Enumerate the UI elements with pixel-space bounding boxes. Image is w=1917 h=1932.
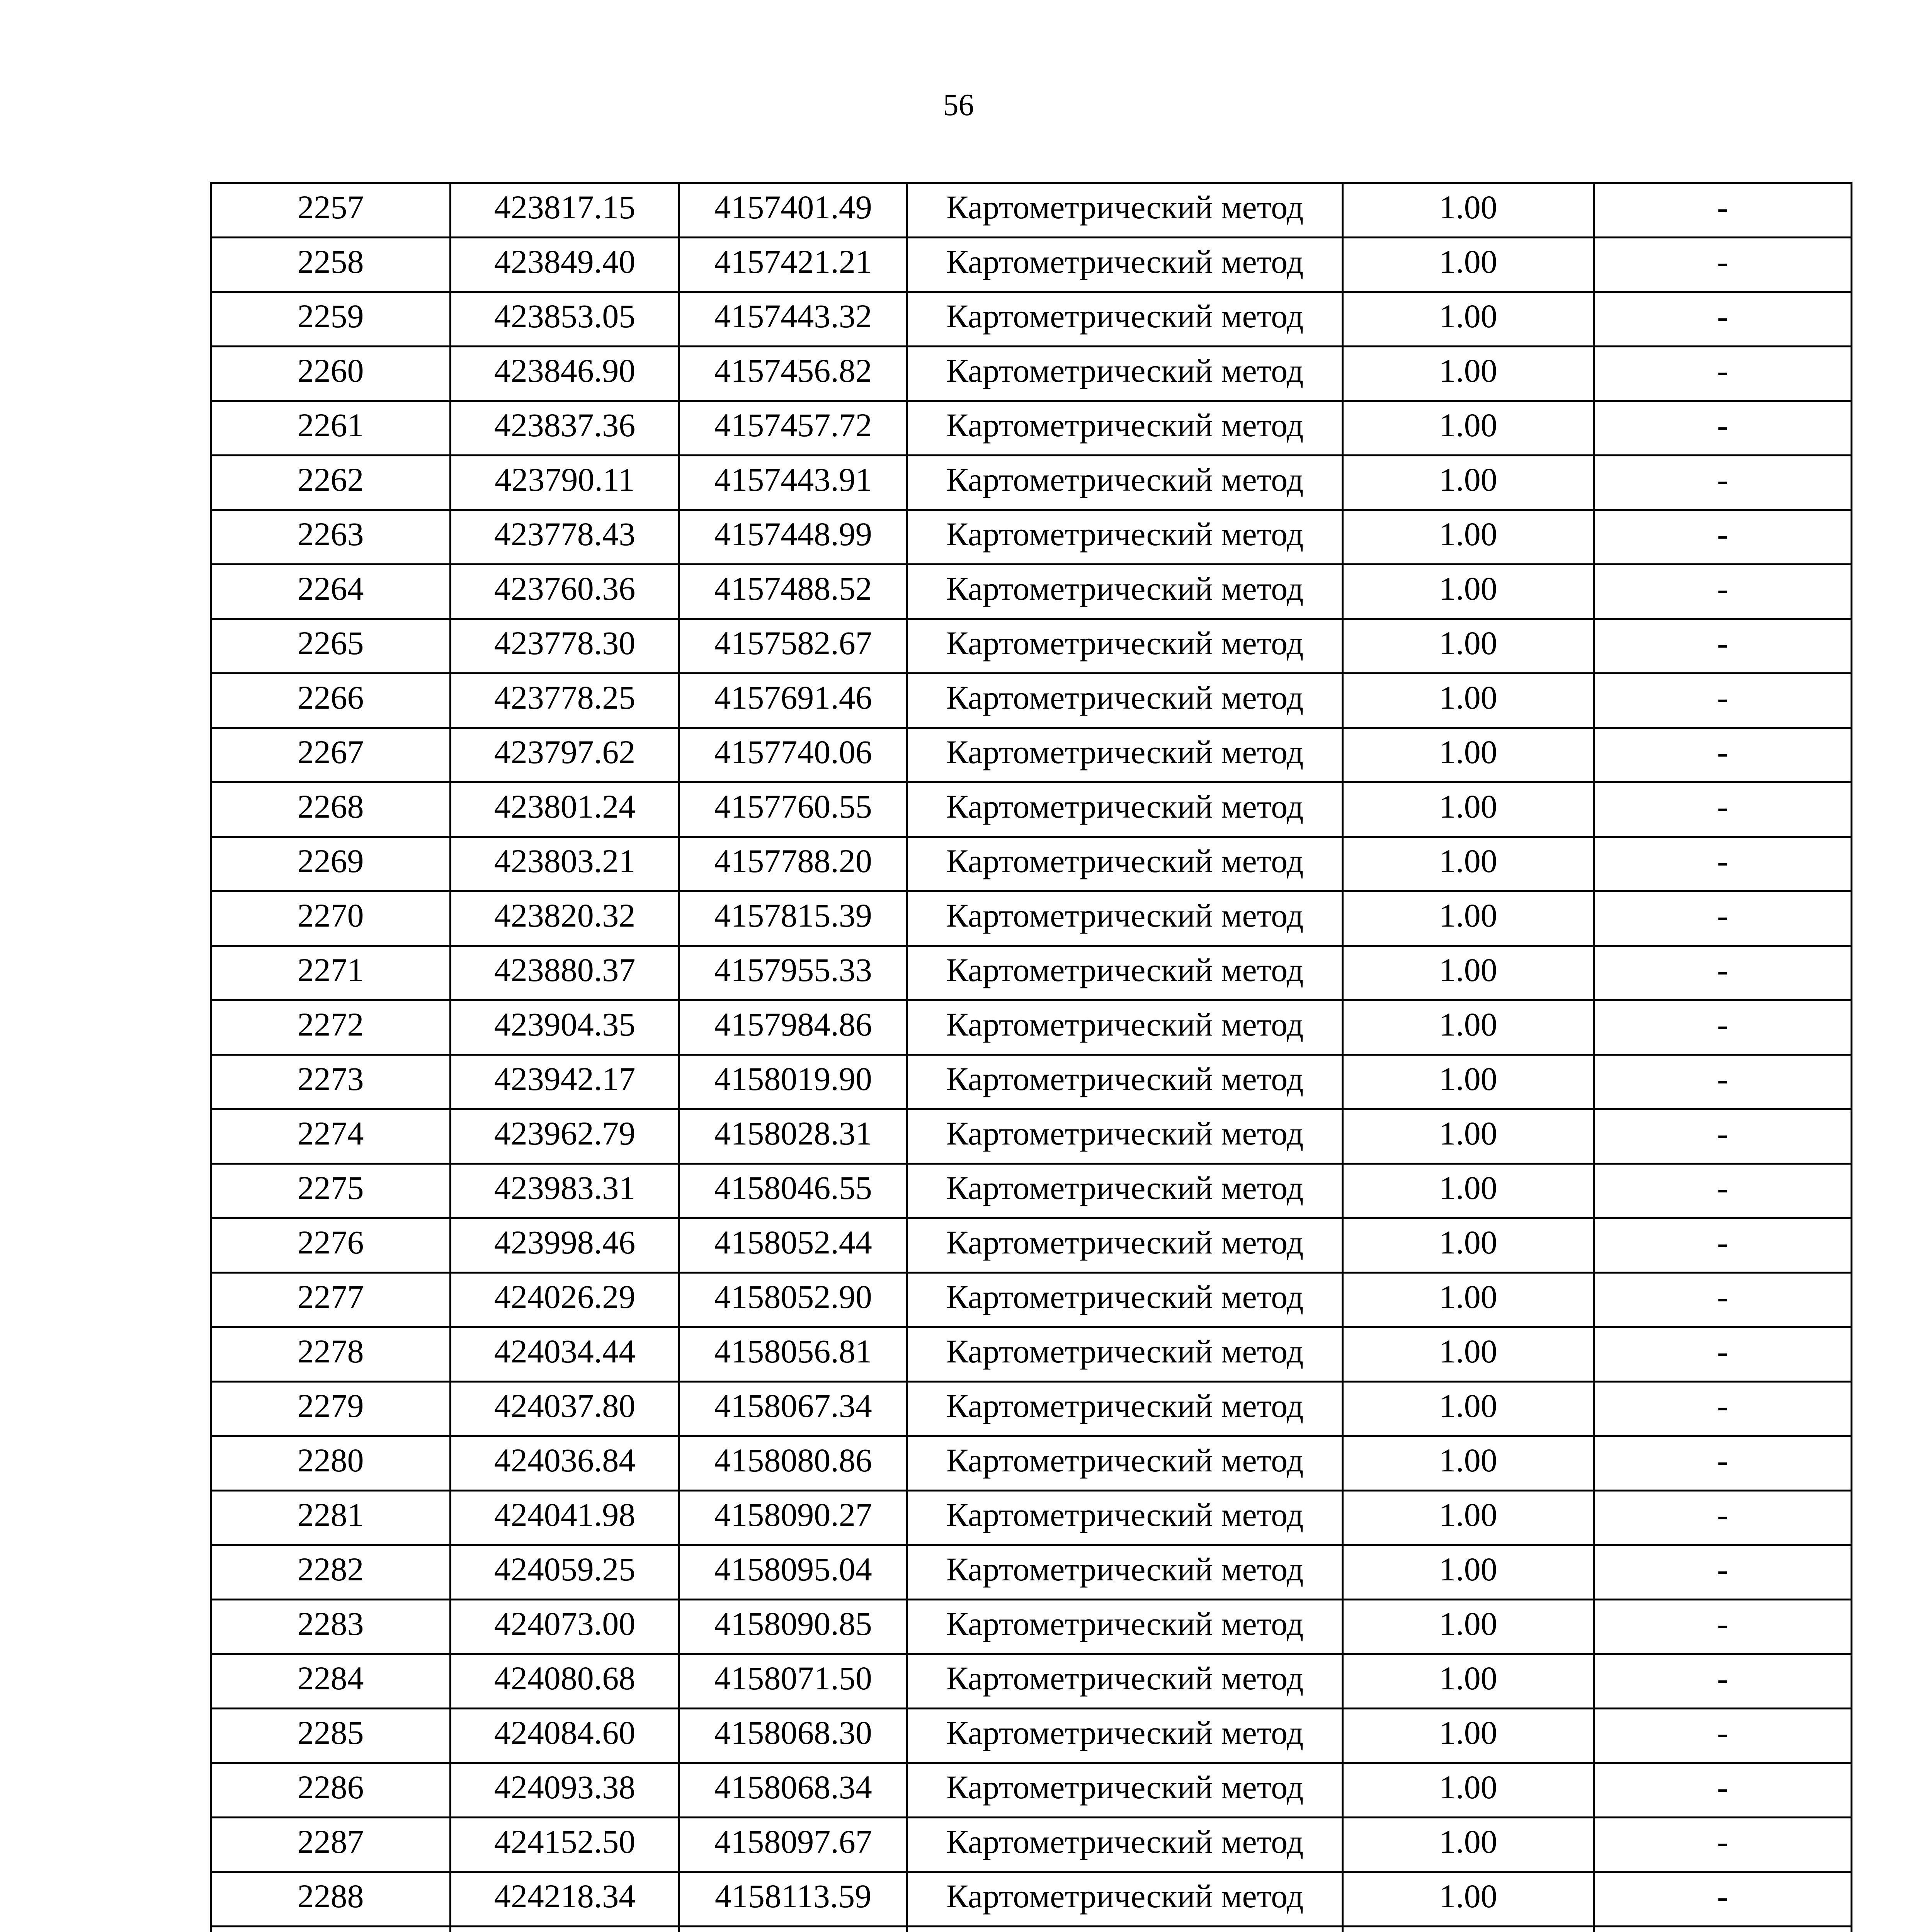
table-row (211, 1382, 1852, 1436)
accuracy-cell: 1.00 (1343, 1000, 1594, 1055)
y-coordinate-cell: 4157456.82 (679, 347, 907, 401)
description-cell: - (1594, 238, 1852, 292)
method-cell: Картометрический метод (907, 1164, 1343, 1218)
point-number-cell: 2286 (211, 1763, 451, 1818)
accuracy-cell: 1.00 (1343, 1600, 1594, 1654)
y-coordinate-cell: 4158067.34 (679, 1382, 907, 1436)
x-coordinate-cell: 424026.29 (451, 1273, 679, 1327)
description-cell: - (1594, 619, 1852, 673)
x-coordinate-cell: 424034.44 (451, 1327, 679, 1382)
method-cell: Картометрический метод (907, 347, 1343, 401)
table-row (211, 1327, 1852, 1382)
method-cell: Картометрический метод (907, 292, 1343, 347)
method-cell: Картометрический метод (907, 1872, 1343, 1927)
coordinates-table (210, 182, 1852, 1932)
table-row (211, 456, 1852, 510)
description-cell: - (1594, 1709, 1852, 1763)
description-cell: - (1594, 946, 1852, 1000)
point-number-cell: 2268 (211, 782, 451, 837)
method-cell: Картометрический метод (907, 1545, 1343, 1600)
page-number: 56 (943, 88, 974, 122)
accuracy-cell: 1.00 (1343, 1709, 1594, 1763)
y-coordinate-cell: 4158068.30 (679, 1709, 907, 1763)
accuracy-cell: 1.00 (1343, 1055, 1594, 1109)
x-coordinate-cell: 424093.38 (451, 1763, 679, 1818)
accuracy-cell: 1.00 (1343, 456, 1594, 510)
accuracy-cell: 1.00 (1343, 1763, 1594, 1818)
y-coordinate-cell: 4157421.21 (679, 238, 907, 292)
table-row (211, 1109, 1852, 1164)
accuracy-cell: 1.00 (1343, 782, 1594, 837)
x-coordinate-cell: 423817.15 (451, 183, 679, 238)
x-coordinate-cell: 424080.68 (451, 1654, 679, 1709)
point-number-cell: 2276 (211, 1218, 451, 1273)
accuracy-cell: 1.00 (1343, 1872, 1594, 1927)
table-row (211, 1545, 1852, 1600)
description-cell: - (1594, 510, 1852, 565)
accuracy-cell: 1.00 (1343, 565, 1594, 619)
point-number-cell: 2262 (211, 456, 451, 510)
method-cell: Картометрический метод (907, 183, 1343, 238)
table-row (211, 238, 1852, 292)
accuracy-cell: 1.00 (1343, 401, 1594, 456)
method-cell: Картометрический метод (907, 673, 1343, 728)
method-cell: Картометрический метод (907, 782, 1343, 837)
description-cell: - (1594, 183, 1852, 238)
y-coordinate-cell: 4158090.85 (679, 1600, 907, 1654)
x-coordinate-cell: 423998.46 (451, 1218, 679, 1273)
method-cell: Картометрический метод (907, 1654, 1343, 1709)
y-coordinate-cell: 4157582.67 (679, 619, 907, 673)
method-cell: Картометрический метод (907, 1600, 1343, 1654)
point-number-cell: 2263 (211, 510, 451, 565)
description-cell: - (1594, 1491, 1852, 1545)
description-cell: - (1594, 1273, 1852, 1327)
y-coordinate-cell: 4158028.31 (679, 1109, 907, 1164)
method-cell: Картометрический метод (907, 891, 1343, 946)
y-coordinate-cell: 4158056.81 (679, 1327, 907, 1382)
method-cell: Картометрический метод (907, 1709, 1343, 1763)
table-row (211, 510, 1852, 565)
table-row (211, 1164, 1852, 1218)
table-row (211, 946, 1852, 1000)
y-coordinate-cell: 4158097.67 (679, 1818, 907, 1872)
table-row (211, 401, 1852, 456)
method-cell: Картометрический метод (907, 837, 1343, 891)
accuracy-cell: 1.00 (1343, 1109, 1594, 1164)
point-number-cell: 2273 (211, 1055, 451, 1109)
method-cell (907, 1927, 1343, 1932)
point-number-cell: 2283 (211, 1600, 451, 1654)
table-row (211, 292, 1852, 347)
method-cell: Картометрический метод (907, 1382, 1343, 1436)
description-cell: - (1594, 292, 1852, 347)
point-number-cell: 2278 (211, 1327, 451, 1382)
accuracy-cell: 1.00 (1343, 238, 1594, 292)
accuracy-cell: 1.00 (1343, 1654, 1594, 1709)
y-coordinate-cell: 4157691.46 (679, 673, 907, 728)
point-number-cell: 2275 (211, 1164, 451, 1218)
accuracy-cell: 1.00 (1343, 1818, 1594, 1872)
point-number-cell: 2281 (211, 1491, 451, 1545)
table-row (211, 1218, 1852, 1273)
point-number-cell: 2277 (211, 1273, 451, 1327)
y-coordinate-cell: 4157443.32 (679, 292, 907, 347)
y-coordinate-cell: 4158046.55 (679, 1164, 907, 1218)
table-row (211, 1654, 1852, 1709)
y-coordinate-cell: 4157443.91 (679, 456, 907, 510)
x-coordinate-cell: 423942.17 (451, 1055, 679, 1109)
x-coordinate-cell: 423820.32 (451, 891, 679, 946)
method-cell: Картометрический метод (907, 1491, 1343, 1545)
x-coordinate-cell: 423904.35 (451, 1000, 679, 1055)
x-coordinate-cell: 423849.40 (451, 238, 679, 292)
method-cell: Картометрический метод (907, 510, 1343, 565)
table-row (211, 347, 1852, 401)
description-cell (1594, 1927, 1852, 1932)
table-row (211, 1927, 1852, 1932)
method-cell: Картометрический метод (907, 1273, 1343, 1327)
accuracy-cell: 1.00 (1343, 1164, 1594, 1218)
method-cell: Картометрический метод (907, 1818, 1343, 1872)
x-coordinate-cell: 424041.98 (451, 1491, 679, 1545)
point-number-cell: 2269 (211, 837, 451, 891)
point-number-cell: 2259 (211, 292, 451, 347)
point-number-cell: 2279 (211, 1382, 451, 1436)
description-cell: - (1594, 456, 1852, 510)
y-coordinate-cell: 4158113.59 (679, 1872, 907, 1927)
method-cell: Картометрический метод (907, 946, 1343, 1000)
description-cell: - (1594, 1382, 1852, 1436)
point-number-cell: 2257 (211, 183, 451, 238)
x-coordinate-cell: 423778.43 (451, 510, 679, 565)
table-row (211, 1709, 1852, 1763)
method-cell: Картометрический метод (907, 1436, 1343, 1491)
x-coordinate-cell: 423778.30 (451, 619, 679, 673)
x-coordinate-cell: 424059.25 (451, 1545, 679, 1600)
y-coordinate-cell: 4158052.90 (679, 1273, 907, 1327)
point-number-cell: 2271 (211, 946, 451, 1000)
y-coordinate-cell: 4157488.52 (679, 565, 907, 619)
point-number-cell: 2266 (211, 673, 451, 728)
x-coordinate-cell: 423983.31 (451, 1164, 679, 1218)
accuracy-cell: 1.00 (1343, 891, 1594, 946)
x-coordinate-cell: 423790.11 (451, 456, 679, 510)
accuracy-cell: 1.00 (1343, 1545, 1594, 1600)
y-coordinate-cell: 4158095.04 (679, 1545, 907, 1600)
description-cell: - (1594, 1164, 1852, 1218)
table-row (211, 891, 1852, 946)
method-cell: Картометрический метод (907, 1109, 1343, 1164)
y-coordinate-cell: 4158068.34 (679, 1763, 907, 1818)
description-cell: - (1594, 673, 1852, 728)
description-cell: - (1594, 1109, 1852, 1164)
method-cell: Картометрический метод (907, 1055, 1343, 1109)
method-cell: Картометрический метод (907, 238, 1343, 292)
table-row (211, 1818, 1852, 1872)
table-row (211, 619, 1852, 673)
y-coordinate-cell: 4158071.50 (679, 1654, 907, 1709)
table-row (211, 728, 1852, 782)
point-number-cell: 2258 (211, 238, 451, 292)
x-coordinate-cell: 423853.05 (451, 292, 679, 347)
y-coordinate-cell: 4157788.20 (679, 837, 907, 891)
x-coordinate-cell: 424037.80 (451, 1382, 679, 1436)
x-coordinate-cell: 423778.25 (451, 673, 679, 728)
x-coordinate-cell: 423801.24 (451, 782, 679, 837)
table-row (211, 1763, 1852, 1818)
point-number-cell: 2284 (211, 1654, 451, 1709)
point-number-cell: 2274 (211, 1109, 451, 1164)
point-number-cell: 2270 (211, 891, 451, 946)
table-row (211, 1055, 1852, 1109)
table-row (211, 782, 1852, 837)
x-coordinate-cell: 423846.90 (451, 347, 679, 401)
table-row (211, 565, 1852, 619)
description-cell: - (1594, 1763, 1852, 1818)
description-cell: - (1594, 1436, 1852, 1491)
point-number-cell: 2260 (211, 347, 451, 401)
table-row (211, 1000, 1852, 1055)
method-cell: Картометрический метод (907, 619, 1343, 673)
x-coordinate-cell: 424152.50 (451, 1818, 679, 1872)
x-coordinate-cell: 423962.79 (451, 1109, 679, 1164)
accuracy-cell (1343, 1927, 1594, 1932)
accuracy-cell: 1.00 (1343, 510, 1594, 565)
method-cell: Картометрический метод (907, 565, 1343, 619)
y-coordinate-cell (679, 1927, 907, 1932)
x-coordinate-cell: 423803.21 (451, 837, 679, 891)
accuracy-cell: 1.00 (1343, 728, 1594, 782)
accuracy-cell: 1.00 (1343, 1273, 1594, 1327)
table-row (211, 1491, 1852, 1545)
description-cell: - (1594, 1055, 1852, 1109)
table-row (211, 673, 1852, 728)
description-cell: - (1594, 347, 1852, 401)
table-row (211, 1872, 1852, 1927)
method-cell: Картометрический метод (907, 728, 1343, 782)
y-coordinate-cell: 4158080.86 (679, 1436, 907, 1491)
point-number-cell: 2280 (211, 1436, 451, 1491)
accuracy-cell: 1.00 (1343, 1327, 1594, 1382)
y-coordinate-cell: 4158019.90 (679, 1055, 907, 1109)
accuracy-cell: 1.00 (1343, 619, 1594, 673)
y-coordinate-cell: 4157740.06 (679, 728, 907, 782)
table-row (211, 1600, 1852, 1654)
point-number-cell: 2261 (211, 401, 451, 456)
description-cell: - (1594, 891, 1852, 946)
table-row (211, 183, 1852, 238)
y-coordinate-cell: 4157457.72 (679, 401, 907, 456)
description-cell: - (1594, 1545, 1852, 1600)
x-coordinate-cell: 423760.36 (451, 565, 679, 619)
x-coordinate-cell: 423880.37 (451, 946, 679, 1000)
accuracy-cell: 1.00 (1343, 946, 1594, 1000)
x-coordinate-cell: 424084.60 (451, 1709, 679, 1763)
description-cell: - (1594, 1818, 1852, 1872)
x-coordinate-cell (451, 1927, 679, 1932)
method-cell: Картометрический метод (907, 1327, 1343, 1382)
y-coordinate-cell: 4158052.44 (679, 1218, 907, 1273)
table-row (211, 1273, 1852, 1327)
description-cell: - (1594, 728, 1852, 782)
point-number-cell: 2287 (211, 1818, 451, 1872)
description-cell: - (1594, 1327, 1852, 1382)
accuracy-cell: 1.00 (1343, 347, 1594, 401)
y-coordinate-cell: 4157448.99 (679, 510, 907, 565)
table-row (211, 1436, 1852, 1491)
y-coordinate-cell: 4157955.33 (679, 946, 907, 1000)
point-number-cell: 2288 (211, 1872, 451, 1927)
point-number-cell: 2272 (211, 1000, 451, 1055)
description-cell: - (1594, 1218, 1852, 1273)
description-cell: - (1594, 837, 1852, 891)
coordinates-table-body (211, 183, 1852, 1932)
y-coordinate-cell: 4157760.55 (679, 782, 907, 837)
y-coordinate-cell: 4157815.39 (679, 891, 907, 946)
accuracy-cell: 1.00 (1343, 1218, 1594, 1273)
y-coordinate-cell: 4158090.27 (679, 1491, 907, 1545)
accuracy-cell: 1.00 (1343, 673, 1594, 728)
method-cell: Картометрический метод (907, 1218, 1343, 1273)
accuracy-cell: 1.00 (1343, 292, 1594, 347)
x-coordinate-cell: 423837.36 (451, 401, 679, 456)
y-coordinate-cell: 4157401.49 (679, 183, 907, 238)
description-cell: - (1594, 401, 1852, 456)
accuracy-cell: 1.00 (1343, 1382, 1594, 1436)
point-number-cell: 2264 (211, 565, 451, 619)
description-cell: - (1594, 1600, 1852, 1654)
description-cell: - (1594, 1000, 1852, 1055)
accuracy-cell: 1.00 (1343, 1436, 1594, 1491)
description-cell: - (1594, 1872, 1852, 1927)
x-coordinate-cell: 423797.62 (451, 728, 679, 782)
accuracy-cell: 1.00 (1343, 183, 1594, 238)
point-number-cell (211, 1927, 451, 1932)
point-number-cell: 2265 (211, 619, 451, 673)
point-number-cell: 2285 (211, 1709, 451, 1763)
description-cell: - (1594, 1654, 1852, 1709)
method-cell: Картометрический метод (907, 401, 1343, 456)
accuracy-cell: 1.00 (1343, 1491, 1594, 1545)
x-coordinate-cell: 424073.00 (451, 1600, 679, 1654)
method-cell: Картометрический метод (907, 456, 1343, 510)
table-row (211, 837, 1852, 891)
method-cell: Картометрический метод (907, 1763, 1343, 1818)
description-cell: - (1594, 565, 1852, 619)
accuracy-cell: 1.00 (1343, 837, 1594, 891)
x-coordinate-cell: 424218.34 (451, 1872, 679, 1927)
x-coordinate-cell: 424036.84 (451, 1436, 679, 1491)
point-number-cell: 2267 (211, 728, 451, 782)
point-number-cell: 2282 (211, 1545, 451, 1600)
description-cell: - (1594, 782, 1852, 837)
method-cell: Картометрический метод (907, 1000, 1343, 1055)
y-coordinate-cell: 4157984.86 (679, 1000, 907, 1055)
